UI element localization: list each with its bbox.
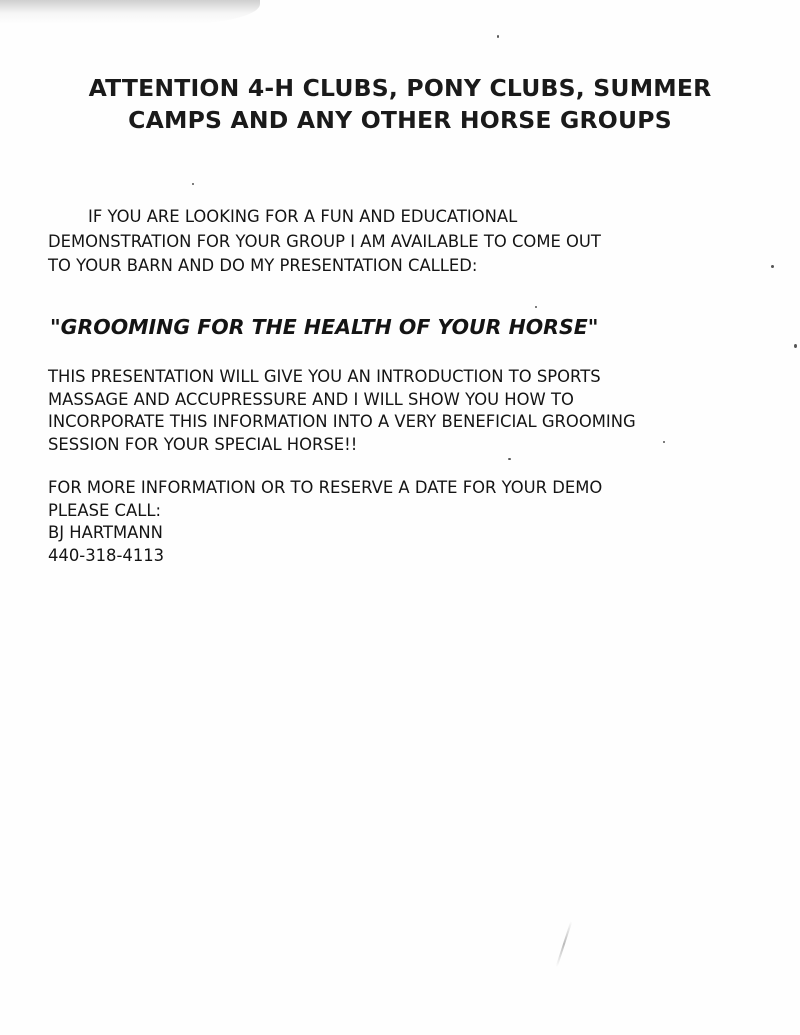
intro-paragraph xyxy=(48,205,748,279)
contact-line-2: PLEASE CALL: xyxy=(48,500,161,520)
scan-speck xyxy=(508,458,511,460)
contact-line-1: FOR MORE INFORMATION OR TO RESERVE A DATE FOR YOUR DEMO xyxy=(48,478,603,497)
scan-scratch xyxy=(556,921,573,967)
scan-speck xyxy=(192,183,194,185)
headline-line-2: CAMPS AND ANY OTHER HORSE GROUPS xyxy=(128,106,672,134)
description-line-4: SESSION FOR YOUR SPECIAL HORSE!! xyxy=(48,434,358,454)
headline-line-1: ATTENTION 4-H CLUBS, PONY CLUBS, SUMMER xyxy=(88,74,712,102)
intro-line-1: IF YOU ARE LOOKING FOR A FUN AND EDUCATIONAL xyxy=(88,207,518,226)
headline xyxy=(40,72,760,136)
scan-shadow xyxy=(0,0,260,24)
scan-speck xyxy=(663,441,665,443)
scan-speck xyxy=(535,306,537,308)
intro-line-2: DEMONSTRATION FOR YOUR GROUP I AM AVAILABLE TO COME OUT xyxy=(48,231,601,251)
description-line-1: THIS PRESENTATION WILL GIVE YOU AN INTRODUCTION TO SPORTS xyxy=(48,367,601,386)
description-line-2: MASSAGE AND ACCUPRESSURE AND I WILL SHOW YOU HOW TO xyxy=(48,389,574,409)
description-paragraph xyxy=(48,366,748,456)
contact-phone: 440-318-4113 xyxy=(48,545,165,565)
description-line-3: INCORPORATE THIS INFORMATION INTO A VERY BENEFICIAL GROOMING xyxy=(48,412,636,431)
presentation-title: "GROOMING FOR THE HEALTH OF YOUR HORSE" xyxy=(50,315,599,339)
scan-speck xyxy=(497,35,499,38)
contact-name: BJ HARTMANN xyxy=(48,523,163,542)
intro-line-3: TO YOUR BARN AND DO MY PRESENTATION CALLED: xyxy=(48,256,478,275)
scan-speck xyxy=(794,344,797,348)
scan-speck xyxy=(771,265,774,268)
contact-block xyxy=(48,477,748,567)
